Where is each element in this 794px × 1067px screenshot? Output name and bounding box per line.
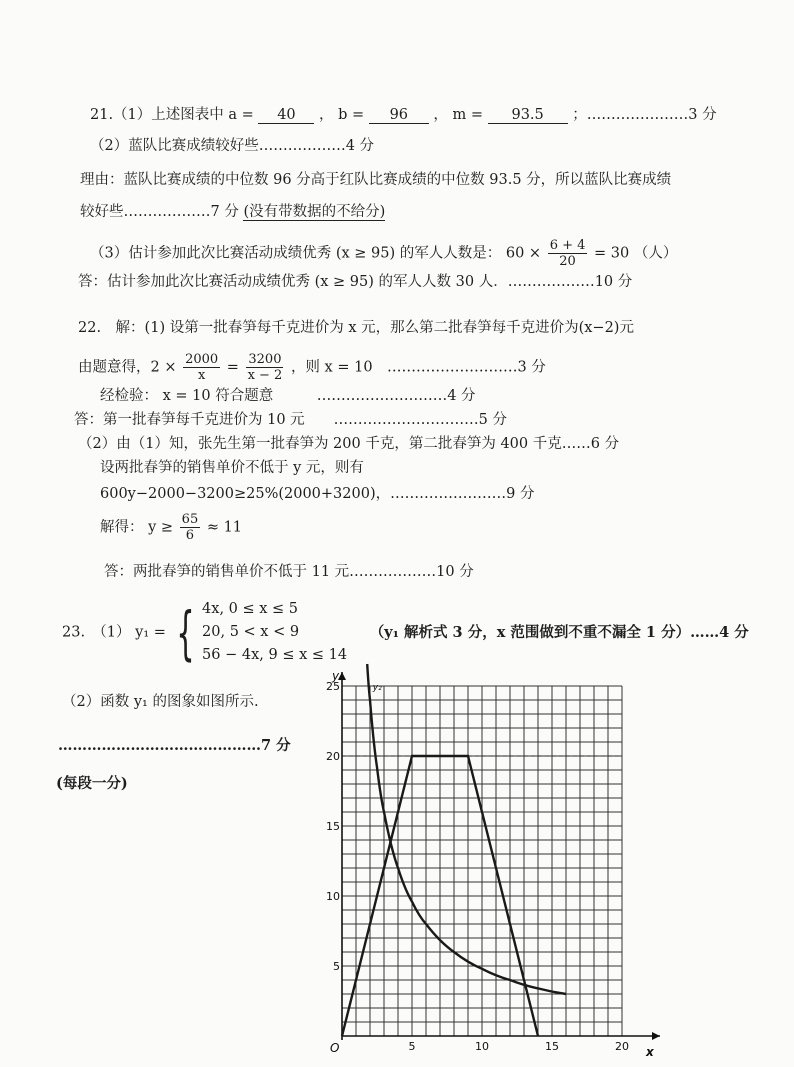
- x-axis-label: x: [646, 1045, 654, 1059]
- grid: [342, 686, 622, 1036]
- left-brace: {: [175, 598, 195, 667]
- x-tick-label: 15: [545, 1040, 559, 1053]
- q22-setup: 设两批春笋的销售单价不低于 y 元，则有: [100, 460, 364, 476]
- answer-b: 96: [369, 107, 429, 124]
- origin-label: O: [330, 1041, 340, 1055]
- q23-part2: （2）函数 y₁ 的图象如图所示.: [62, 694, 259, 710]
- y-axis-label: y: [332, 669, 340, 683]
- x-tick-label: 10: [475, 1040, 489, 1053]
- answer-m: 93.5: [488, 107, 568, 124]
- tick-labels: [326, 680, 629, 1053]
- y-tick-label: 20: [326, 750, 340, 763]
- fraction: $\frac{6 + 4}{20}$: [549, 238, 586, 269]
- q21-reason-line2: 较好些………………7 分 (没有带数据的不给分): [80, 204, 386, 220]
- y-tick-label: 5: [333, 960, 340, 973]
- q22-line1: 22. 解：(1) 设第一批春笋每千克进价为 x 元，那么第二批春笋每千克进价为(x−2)元: [78, 320, 634, 336]
- q22-answer2: 答：两批春笋的销售单价不低于 11 元………………10 分: [104, 564, 474, 580]
- y-axis-arrow: [338, 672, 346, 680]
- q23-part1: 23. （1） y₁ = { 4x, 0 ≤ x ≤ 5 20, 5 < x < 9 56 − 4x, 9 ≤ x ≤ 14 （y₁ 解析式 3 分，x 范围做到不重不漏全 1 分）……4 分: [62, 598, 749, 667]
- function-graph: [326, 662, 660, 1067]
- q21-reason-line1: 理由：蓝队比赛成绩的中位数 96 分高于红队比赛成绩的中位数 93.5 分，所以蓝队比赛成绩: [80, 172, 672, 188]
- grading-note: (没有带数据的不给分): [243, 204, 386, 220]
- q21-answer: 答：估计参加此次比赛活动成绩优秀 (x ≥ 95) 的军人人数 30 人．………………10 分: [78, 274, 633, 290]
- y2-curve-label: y₂: [372, 683, 382, 693]
- x-tick-label: 5: [408, 1040, 416, 1053]
- q22-part2: （2）由（1）知，张先生第一批春笋为 200 千克，第二批春笋为 400 千克……6 分: [78, 436, 620, 452]
- q21-part3: （3）估计参加此次比赛活动成绩优秀 (x ≥ 95) 的军人人数是： 60 × $\frac{6 + 4}{20}$ = 30 （人）: [90, 238, 678, 269]
- q22-inequality: 600y−2000−3200≥25%(2000+3200)，……………………9 分: [100, 486, 535, 502]
- q21-line1: 21.（1）上述图表中 a = 40 ， b = 96 ， m = 93.5 ；…………………3 分: [90, 107, 717, 123]
- q23-per-segment: (每段一分): [56, 775, 128, 792]
- q23-note: （y₁ 解析式 3 分，x 范围做到不重不漏全 1 分）……4 分: [369, 623, 749, 641]
- q21-line2: （2）蓝队比赛成绩较好些………………4 分: [90, 138, 375, 154]
- y-tick-label: 10: [326, 890, 340, 903]
- q23-score: ……………………………………7 分: [58, 737, 291, 754]
- fraction: $\frac{65}{6}$: [181, 512, 199, 543]
- x-axis-arrow: [652, 1032, 660, 1040]
- answer-a: 40: [258, 107, 314, 124]
- piecewise-cases: 4x, 0 ≤ x ≤ 5 20, 5 < x < 9 56 − 4x, 9 ≤ x ≤ 14: [202, 601, 348, 663]
- y-tick-label: 25: [326, 680, 340, 693]
- x-tick-label: 20: [615, 1040, 629, 1053]
- fraction: $\frac{2000}{x}$: [185, 352, 219, 383]
- q22-check: 经检验： x = 10 符合题意 ………………………4 分: [100, 388, 476, 404]
- q22-solve: 解得： y ≥ $\frac{65}{6}$ ≈ 11: [100, 512, 243, 543]
- q22-equation: 由题意得，2 × $\frac{2000}{x}$ = $\frac{3200}{x - 2}$ ，则 x = 10 ………………………3 分: [78, 352, 546, 383]
- y-tick-label: 15: [326, 820, 340, 833]
- fraction: $\frac{3200}{x - 2}$: [247, 352, 283, 383]
- q22-answer1: 答：第一批春笋每千克进价为 10 元 …………………………5 分: [74, 412, 508, 428]
